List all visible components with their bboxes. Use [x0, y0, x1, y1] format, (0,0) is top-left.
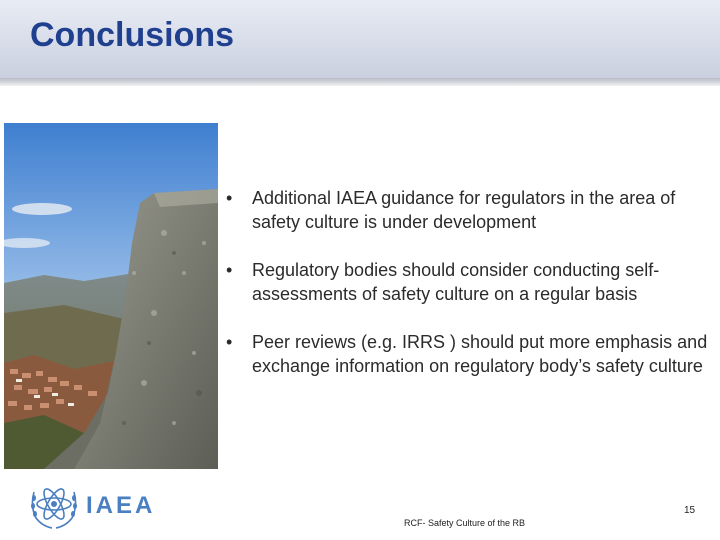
- bullet-text: Additional IAEA guidance for regulators in the area of safety culture is under development: [252, 188, 676, 232]
- bullet-item: [224, 258, 708, 306]
- landscape-photo: [4, 123, 218, 469]
- bullet-text: Peer reviews (e.g. IRRS ) should put more emphasis and exchange information on regulatory body’s safety culture: [252, 332, 708, 376]
- bullet-symbol: •: [226, 260, 233, 280]
- logo-text: IAEA: [86, 492, 156, 519]
- slide-title: Conclusions: [30, 16, 235, 54]
- footer-caption: RCF- Safety Culture of the RB: [404, 518, 526, 528]
- bullet-symbol: •: [226, 332, 233, 352]
- bullet-item: [224, 330, 708, 378]
- bullet-symbol: •: [226, 188, 233, 208]
- bullet-item: [224, 186, 708, 234]
- page-number: 15: [684, 505, 696, 516]
- bullet-text: Regulatory bodies should consider conducting self-assessments of safety culture on a regular basis: [252, 260, 660, 304]
- atom-globe-icon: [28, 482, 80, 530]
- iaea-logo: [28, 482, 168, 530]
- bullet-list: [224, 186, 708, 402]
- title-underline: [0, 78, 720, 86]
